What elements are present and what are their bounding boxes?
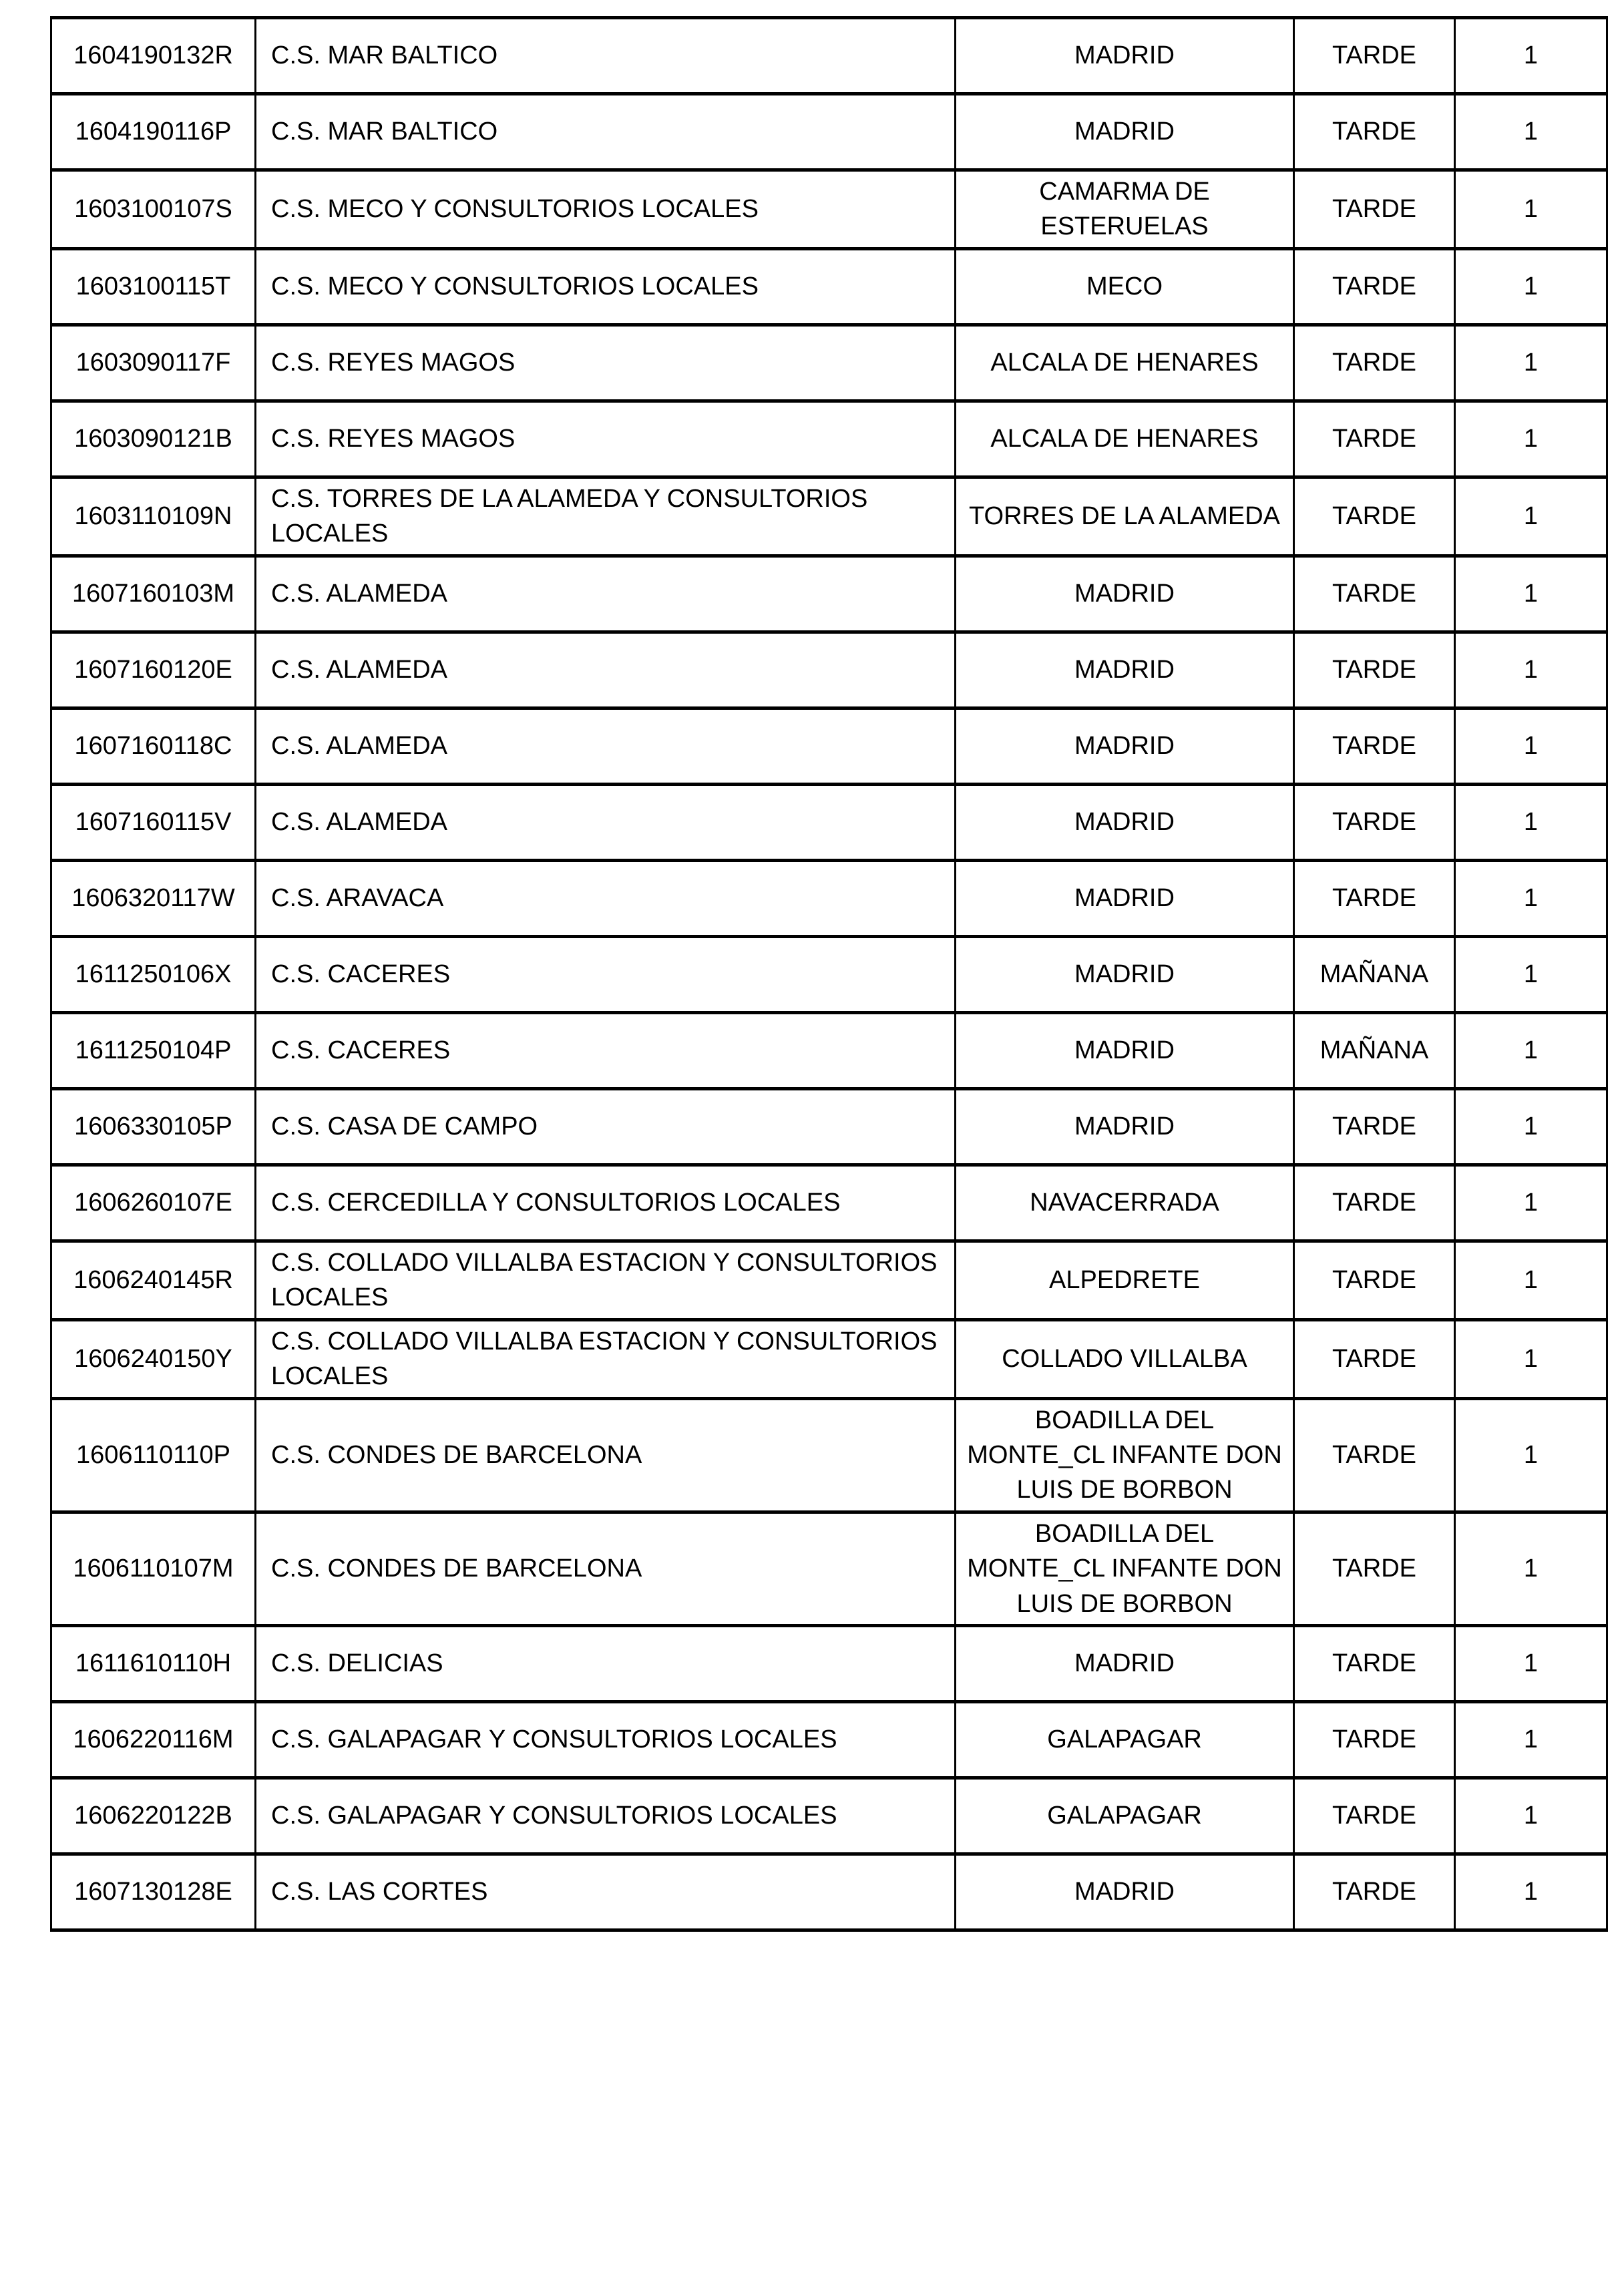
count-cell: 1 — [1455, 708, 1607, 784]
code-cell: 1603100107S — [51, 170, 256, 249]
table-row — [51, 1626, 1607, 1702]
code-cell: 1611250106X — [51, 936, 256, 1012]
shift-cell: TARDE — [1294, 1165, 1455, 1241]
center-name-cell: C.S. MAR BALTICO — [256, 18, 956, 94]
table-row — [51, 1088, 1607, 1165]
code-cell: 1604190116P — [51, 94, 256, 170]
code-cell: 1607160103M — [51, 556, 256, 632]
shift-cell: TARDE — [1294, 1088, 1455, 1165]
code-cell: 1606240145R — [51, 1241, 256, 1319]
count-cell: 1 — [1455, 632, 1607, 708]
municipality-cell: MADRID — [956, 94, 1294, 170]
shift-cell: TARDE — [1294, 632, 1455, 708]
code-cell: 1606220122B — [51, 1778, 256, 1854]
count-cell: 1 — [1455, 1778, 1607, 1854]
code-cell: 1607160118C — [51, 708, 256, 784]
table-row — [51, 248, 1607, 325]
table-row — [51, 1319, 1607, 1398]
municipality-cell: MADRID — [956, 1626, 1294, 1702]
center-name-cell: C.S. CONDES DE BARCELONA — [256, 1512, 956, 1625]
count-cell: 1 — [1455, 170, 1607, 249]
shift-cell: MAÑANA — [1294, 1012, 1455, 1088]
table-row — [51, 784, 1607, 860]
center-name-cell: C.S. ALAMEDA — [256, 632, 956, 708]
code-cell: 1607130128E — [51, 1854, 256, 1930]
table-row — [51, 1012, 1607, 1088]
municipality-cell: MADRID — [956, 1088, 1294, 1165]
municipality-cell: MADRID — [956, 708, 1294, 784]
table-row — [51, 94, 1607, 170]
municipality-cell: ALCALA DE HENARES — [956, 401, 1294, 477]
table-row — [51, 936, 1607, 1012]
municipality-cell: BOADILLA DEL MONTE_CL INFANTE DON LUIS DE BORBON — [956, 1398, 1294, 1512]
shift-cell: TARDE — [1294, 1319, 1455, 1398]
count-cell: 1 — [1455, 1319, 1607, 1398]
shift-cell: TARDE — [1294, 401, 1455, 477]
shift-cell: TARDE — [1294, 94, 1455, 170]
count-cell: 1 — [1455, 1702, 1607, 1778]
shift-cell: TARDE — [1294, 1778, 1455, 1854]
count-cell: 1 — [1455, 1626, 1607, 1702]
center-name-cell: C.S. CASA DE CAMPO — [256, 1088, 956, 1165]
count-cell: 1 — [1455, 1512, 1607, 1625]
center-name-cell: C.S. ALAMEDA — [256, 556, 956, 632]
count-cell: 1 — [1455, 1165, 1607, 1241]
code-cell: 1611610110H — [51, 1626, 256, 1702]
code-cell: 1603090121B — [51, 401, 256, 477]
center-name-cell: C.S. COLLADO VILLALBA ESTACION Y CONSULTORIOS LOCALES — [256, 1241, 956, 1319]
center-name-cell: C.S. ALAMEDA — [256, 708, 956, 784]
shift-cell: MAÑANA — [1294, 936, 1455, 1012]
center-name-cell: C.S. DELICIAS — [256, 1626, 956, 1702]
municipality-cell: ALCALA DE HENARES — [956, 325, 1294, 401]
municipality-cell: NAVACERRADA — [956, 1165, 1294, 1241]
count-cell: 1 — [1455, 248, 1607, 325]
center-name-cell: C.S. CERCEDILLA Y CONSULTORIOS LOCALES — [256, 1165, 956, 1241]
table-row — [51, 556, 1607, 632]
center-name-cell: C.S. ARAVACA — [256, 860, 956, 936]
center-name-cell: C.S. MECO Y CONSULTORIOS LOCALES — [256, 248, 956, 325]
code-cell: 1606260107E — [51, 1165, 256, 1241]
municipality-cell: ALPEDRETE — [956, 1241, 1294, 1319]
count-cell: 1 — [1455, 94, 1607, 170]
shift-cell: TARDE — [1294, 708, 1455, 784]
code-cell: 1606110107M — [51, 1512, 256, 1625]
table-row — [51, 1398, 1607, 1512]
table-row — [51, 170, 1607, 249]
shift-cell: TARDE — [1294, 1398, 1455, 1512]
municipality-cell: MADRID — [956, 860, 1294, 936]
municipality-cell: MADRID — [956, 784, 1294, 860]
center-name-cell: C.S. GALAPAGAR Y CONSULTORIOS LOCALES — [256, 1702, 956, 1778]
shift-cell: TARDE — [1294, 170, 1455, 249]
count-cell: 1 — [1455, 477, 1607, 556]
count-cell: 1 — [1455, 18, 1607, 94]
count-cell: 1 — [1455, 936, 1607, 1012]
count-cell: 1 — [1455, 1854, 1607, 1930]
shift-cell: TARDE — [1294, 860, 1455, 936]
shift-cell: TARDE — [1294, 248, 1455, 325]
code-cell: 1606220116M — [51, 1702, 256, 1778]
code-cell: 1604190132R — [51, 18, 256, 94]
shift-cell: TARDE — [1294, 1512, 1455, 1625]
shift-cell: TARDE — [1294, 1854, 1455, 1930]
code-cell: 1603090117F — [51, 325, 256, 401]
center-name-cell: C.S. CACERES — [256, 936, 956, 1012]
count-cell: 1 — [1455, 556, 1607, 632]
count-cell: 1 — [1455, 401, 1607, 477]
center-name-cell: C.S. REYES MAGOS — [256, 401, 956, 477]
shift-cell: TARDE — [1294, 556, 1455, 632]
municipality-cell: MADRID — [956, 556, 1294, 632]
table-row — [51, 632, 1607, 708]
center-name-cell: C.S. TORRES DE LA ALAMEDA Y CONSULTORIOS LOCALES — [256, 477, 956, 556]
center-name-cell: C.S. CACERES — [256, 1012, 956, 1088]
table-row — [51, 18, 1607, 94]
code-cell: 1607160115V — [51, 784, 256, 860]
shift-cell: TARDE — [1294, 477, 1455, 556]
shift-cell: TARDE — [1294, 1702, 1455, 1778]
count-cell: 1 — [1455, 784, 1607, 860]
center-name-cell: C.S. MAR BALTICO — [256, 94, 956, 170]
center-name-cell: C.S. GALAPAGAR Y CONSULTORIOS LOCALES — [256, 1778, 956, 1854]
count-cell: 1 — [1455, 1241, 1607, 1319]
municipality-cell: MADRID — [956, 18, 1294, 94]
shift-cell: TARDE — [1294, 18, 1455, 94]
municipality-cell: COLLADO VILLALBA — [956, 1319, 1294, 1398]
table-row — [51, 477, 1607, 556]
table-row — [51, 708, 1607, 784]
municipality-cell: TORRES DE LA ALAMEDA — [956, 477, 1294, 556]
table-row — [51, 401, 1607, 477]
code-cell: 1606110110P — [51, 1398, 256, 1512]
count-cell: 1 — [1455, 1398, 1607, 1512]
code-cell: 1606240150Y — [51, 1319, 256, 1398]
code-cell: 1607160120E — [51, 632, 256, 708]
code-cell: 1606320117W — [51, 860, 256, 936]
shift-cell: TARDE — [1294, 1626, 1455, 1702]
shift-cell: TARDE — [1294, 784, 1455, 860]
center-name-cell: C.S. MECO Y CONSULTORIOS LOCALES — [256, 170, 956, 249]
center-name-cell: C.S. COLLADO VILLALBA ESTACION Y CONSULTORIOS LOCALES — [256, 1319, 956, 1398]
code-cell: 1603110109N — [51, 477, 256, 556]
table-body — [51, 18, 1607, 1930]
center-name-cell: C.S. CONDES DE BARCELONA — [256, 1398, 956, 1512]
count-cell: 1 — [1455, 1088, 1607, 1165]
shift-cell: TARDE — [1294, 1241, 1455, 1319]
table-row — [51, 1778, 1607, 1854]
municipality-cell: CAMARMA DE ESTERUELAS — [956, 170, 1294, 249]
table-row — [51, 1512, 1607, 1625]
center-name-cell: C.S. ALAMEDA — [256, 784, 956, 860]
municipality-cell: MECO — [956, 248, 1294, 325]
municipality-cell: MADRID — [956, 1854, 1294, 1930]
count-cell: 1 — [1455, 325, 1607, 401]
municipality-cell: MADRID — [956, 936, 1294, 1012]
table-row — [51, 1241, 1607, 1319]
table-row — [51, 1702, 1607, 1778]
municipality-cell: GALAPAGAR — [956, 1702, 1294, 1778]
center-name-cell: C.S. REYES MAGOS — [256, 325, 956, 401]
assignments-table — [50, 16, 1608, 1932]
count-cell: 1 — [1455, 1012, 1607, 1088]
municipality-cell: MADRID — [956, 1012, 1294, 1088]
code-cell: 1606330105P — [51, 1088, 256, 1165]
shift-cell: TARDE — [1294, 325, 1455, 401]
table-row — [51, 325, 1607, 401]
table-row — [51, 860, 1607, 936]
table-row — [51, 1165, 1607, 1241]
code-cell: 1603100115T — [51, 248, 256, 325]
code-cell: 1611250104P — [51, 1012, 256, 1088]
municipality-cell: MADRID — [956, 632, 1294, 708]
center-name-cell: C.S. LAS CORTES — [256, 1854, 956, 1930]
table-row — [51, 1854, 1607, 1930]
municipality-cell: GALAPAGAR — [956, 1778, 1294, 1854]
count-cell: 1 — [1455, 860, 1607, 936]
municipality-cell: BOADILLA DEL MONTE_CL INFANTE DON LUIS DE BORBON — [956, 1512, 1294, 1625]
